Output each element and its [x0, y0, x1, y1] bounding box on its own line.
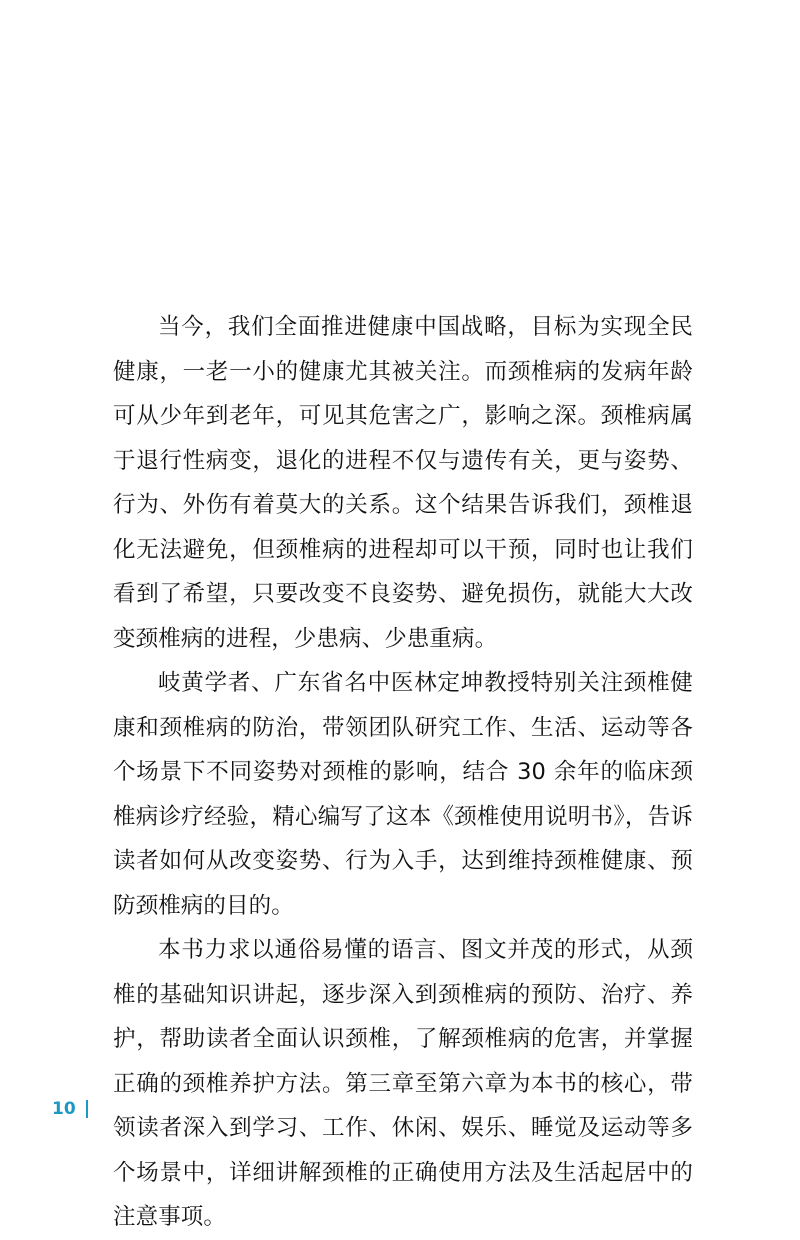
- body-text: [113, 305, 693, 1240]
- page-footer: [52, 1098, 88, 1120]
- paragraph-strategy: 当今，我们全面推进健康中国战略，目标为实现全民健康，一老一小的健康尤其被关注。而颈椎病的发病年龄可从少年到老年，可见其危害之广，影响之深。颈椎病属于退行性病变，退化的进程不仅与遗传有关，更与姿势、行为、外伤有着莫大的关系。这个结果告诉我们，颈椎退化无法避免，但颈椎病的进程却可以干预，同时也让我们看到了希望，只要改变不良姿势、避免损伤，就能大大改变颈椎病的进程，少患病、少患重病。: [113, 314, 693, 652]
- page-number: 10: [52, 1099, 76, 1119]
- page-divider: [86, 1100, 88, 1118]
- paragraph-author: 岐黄学者、广东省名中医林定坤教授特别关注颈椎健康和颈椎病的防治，带领团队研究工作、生活、运动等各个场景下不同姿势对颈椎的影响，结合 30 余年的临床颈椎病诊疗经验，精心编写了这本《颈椎使用说明书》，告诉读者如何从改变姿势、行为入手，达到维持颈椎健康、预防颈椎病的目的。: [113, 670, 693, 919]
- paragraph-book-scope: 本书力求以通俗易懂的语言、图文并茂的形式，从颈椎的基础知识讲起，逐步深入到颈椎病的预防、治疗、养护，帮助读者全面认识颈椎，了解颈椎病的危害，并掌握正确的颈椎养护方法。第三章至第六章为本书的核心，带领读者深入到学习、工作、休闲、娱乐、睡觉及运动等多个场景中，详细讲解颈椎的正确使用方法及生活起居中的注意事项。: [113, 937, 693, 1230]
